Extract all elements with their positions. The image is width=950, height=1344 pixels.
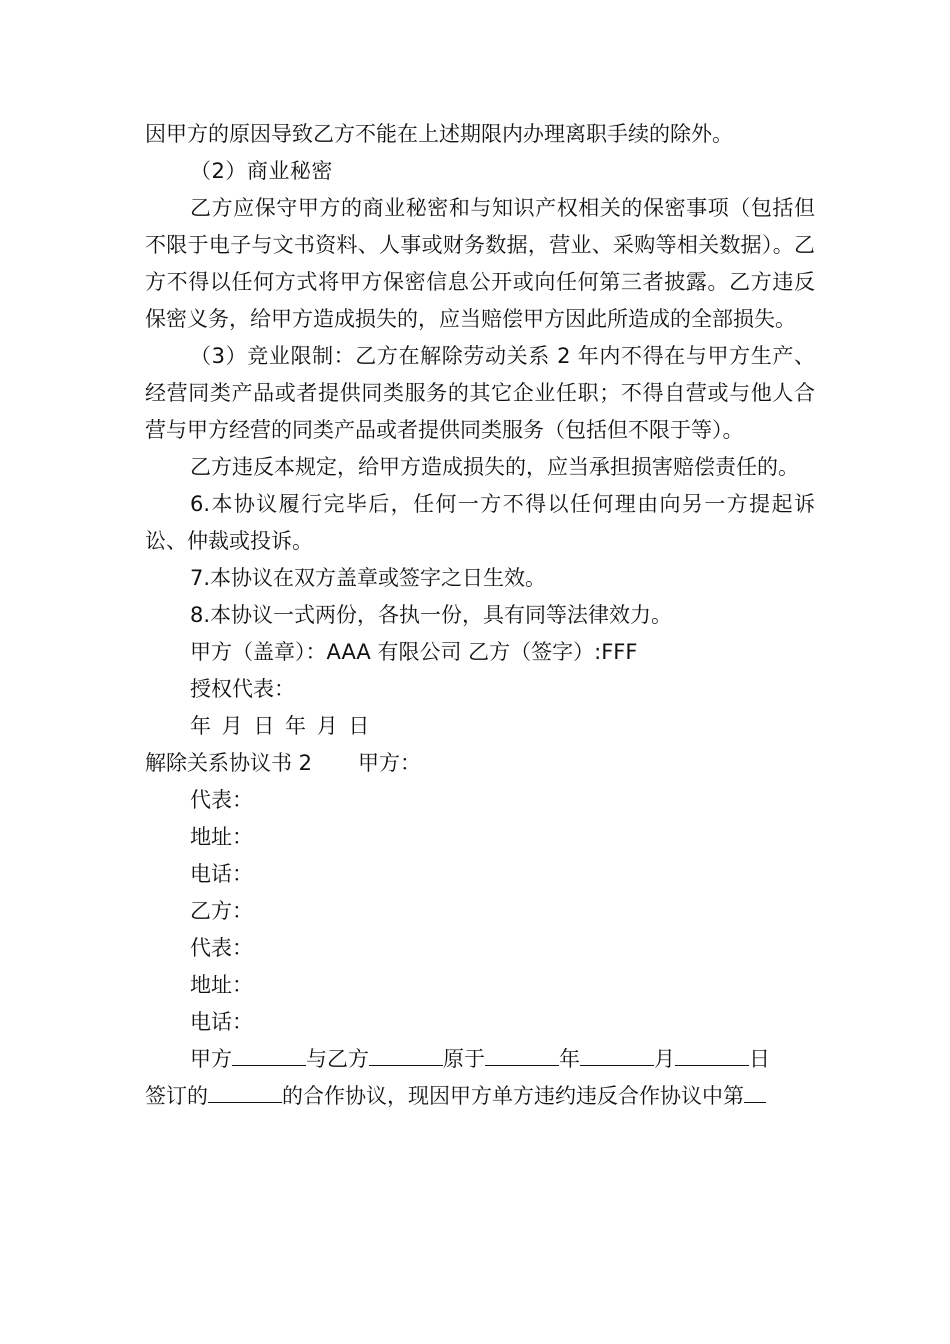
section-trade-secret-title: （2）商业秘密 (190, 159, 333, 183)
blank-clause-number[interactable] (744, 1078, 766, 1103)
blank-year[interactable] (485, 1041, 559, 1066)
blank-day[interactable] (675, 1041, 749, 1066)
paragraph-liability: 乙方违反本规定，给甲方造成损失的，应当承担损害赔偿责任的。 (190, 455, 799, 479)
paragraph-non-compete: （3）竞业限制：乙方在解除劳动关系 2 年内不得在与甲方生产、经营同类产品或者提供同类服务的其它企业任职；不得自营或与他人合营与甲方经营的同类产品或者提供同类服务（包括但不限于等）。 (145, 344, 815, 442)
text-signed: 签订的 (145, 1084, 208, 1108)
field-phone-a: 电话： (190, 862, 253, 886)
text-year: 年 (559, 1047, 580, 1071)
signature-line: 甲方（盖章）：AAA 有限公司 乙方（签字）:FFF (190, 640, 638, 664)
blank-party-a[interactable] (232, 1041, 306, 1066)
document-body (145, 116, 815, 1115)
blank-contract-line (145, 1078, 815, 1115)
field-phone-b: 电话： (190, 1010, 253, 1034)
clause-7: 7.本协议在双方盖章或签字之日生效。 (190, 566, 547, 590)
field-address-b: 地址： (190, 973, 253, 997)
paragraph-1: 因甲方的原因导致乙方不能在上述期限内办理离职手续的除外。 (145, 122, 733, 146)
paragraph-trade-secret: 乙方应保守甲方的商业秘密和与知识产权相关的保密事项（包括但不限于电子与文书资料、人事或财务数据，营业、采购等相关数据）。乙方不得以任何方式将甲方保密信息公开或向任何第三者披露。乙方违反保密义务，给甲方造成损失的，应当赔偿甲方因此所造成的全部损失。 (145, 196, 815, 331)
blank-party-b[interactable] (369, 1041, 443, 1066)
party-a-label: 甲方： (358, 751, 422, 775)
text-originally-on: 原于 (443, 1047, 485, 1071)
blank-month[interactable] (580, 1041, 654, 1066)
clause-8: 8.本协议一式两份，各执一份，具有同等法律效力。 (190, 603, 673, 627)
clause-6: 6.本协议履行完毕后，任何一方不得以任何理由向另一方提起诉讼、仲裁或投诉。 (145, 492, 815, 553)
agreement-2-heading-line (145, 745, 815, 782)
date-line: 年 月 日 年 月 日 (190, 714, 372, 738)
field-rep-b: 代表： (190, 936, 253, 960)
blank-contract[interactable] (208, 1078, 282, 1103)
text-month: 月 (654, 1047, 675, 1071)
text-day: 日 (749, 1047, 770, 1071)
field-address-a: 地址： (190, 825, 253, 849)
field-party-b: 乙方： (190, 899, 253, 923)
authorized-representative: 授权代表： (190, 677, 295, 701)
text-party-a: 甲方 (190, 1047, 232, 1071)
text-cooperation-agreement: 的合作协议，现因甲方单方违约违反合作协议中第 (282, 1084, 744, 1108)
text-and-party-b: 与乙方 (306, 1047, 369, 1071)
field-rep-a: 代表： (190, 788, 253, 812)
agreement-2-heading: 解除关系协议书 2 (145, 751, 313, 775)
blank-fill-line (145, 1041, 815, 1078)
